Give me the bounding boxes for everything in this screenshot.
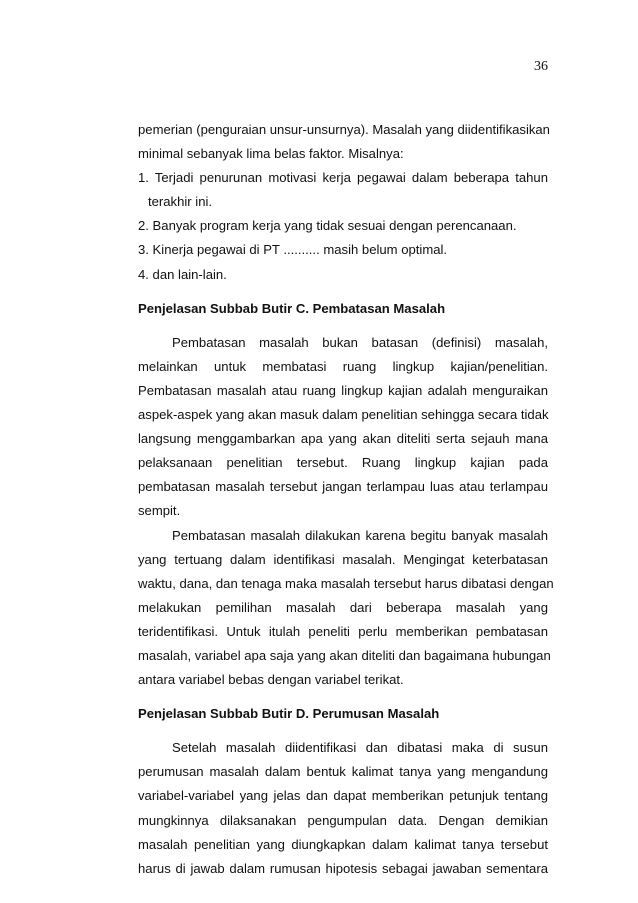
text-line: aspek-aspek yang akan masuk dalam penelitian sehingga secara tidak: [138, 407, 549, 423]
text-line: masalah penelitian yang diungkapkan dalam kalimat tanya tersebut: [138, 836, 548, 852]
text-line: yang tertuang dalam identifikasi masalah. Mengingat keterbatasan: [138, 551, 548, 567]
list-item: 1. Terjadi penurunan motivasi kerja pegawai dalam beberapa tahun: [138, 170, 548, 186]
text-line: melakukan pemilihan masalah dari beberapa masalah yang: [138, 599, 548, 615]
text-line: Pembatasan masalah dilakukan karena begitu banyak masalah: [172, 527, 548, 543]
section-heading: Penjelasan Subbab Butir C. Pembatasan Masalah: [138, 300, 446, 316]
text-line: langsung menggambarkan apa yang akan diteliti serta sejauh mana: [138, 431, 548, 447]
text-line: pelaksanaan penelitian tersebut. Ruang lingkup kajian pada: [138, 455, 548, 471]
text-line: sempit.: [138, 503, 181, 519]
text-line: Pembatasan masalah bukan batasan (definisi) masalah,: [172, 334, 548, 350]
text-line: waktu, dana, dan tenaga maka masalah tersebut harus dibatasi dengan: [138, 575, 554, 591]
list-item: 3. Kinerja pegawai di PT .......... masih belum optimal.: [138, 242, 448, 258]
text-line: mungkinnya dilaksanakan pengumpulan data. Dengan demikian: [138, 812, 548, 828]
text-line: variabel-variabel yang jelas dan dapat memberikan petunjuk tentang: [138, 788, 548, 804]
list-item: 2. Banyak program kerja yang tidak sesuai dengan perencanaan.: [138, 218, 517, 234]
text-line: Setelah masalah diidentifikasi dan dibatasi maka di susun: [172, 740, 548, 756]
text-line: Pembatasan masalah atau ruang lingkup kajian adalah menguraikan: [138, 382, 548, 398]
text-line: minimal sebanyak lima belas faktor. Misalnya:: [138, 146, 404, 162]
text-line: perumusan masalah dalam bentuk kalimat tanya yang mengandung: [138, 764, 548, 780]
list-item-continuation: terakhir ini.: [148, 194, 213, 210]
text-line: pembatasan masalah tersebut jangan terlampau luas atau terlampau: [138, 479, 548, 495]
list-item: 4. dan lain-lain.: [138, 266, 227, 282]
text-line: teridentifikasi. Untuk itulah peneliti perlu memberikan pembatasan: [138, 623, 548, 639]
body-text: [138, 118, 554, 881]
page-number: 36: [534, 59, 548, 74]
section-heading: Penjelasan Subbab Butir D. Perumusan Masalah: [138, 706, 440, 722]
text-line: melainkan untuk membatasi ruang lingkup kajian/penelitian.: [138, 358, 548, 374]
text-line: harus di jawab dalam rumusan hipotesis sebagai jawaban sementara: [138, 860, 548, 876]
text-line: masalah, variabel apa saja yang akan diteliti dan bagaimana hubungan: [138, 647, 551, 663]
text-line: antara variabel bebas dengan variabel terikat.: [138, 672, 404, 688]
text-line: pemerian (penguraian unsur-unsurnya). Masalah yang diidentifikasikan: [138, 122, 550, 137]
